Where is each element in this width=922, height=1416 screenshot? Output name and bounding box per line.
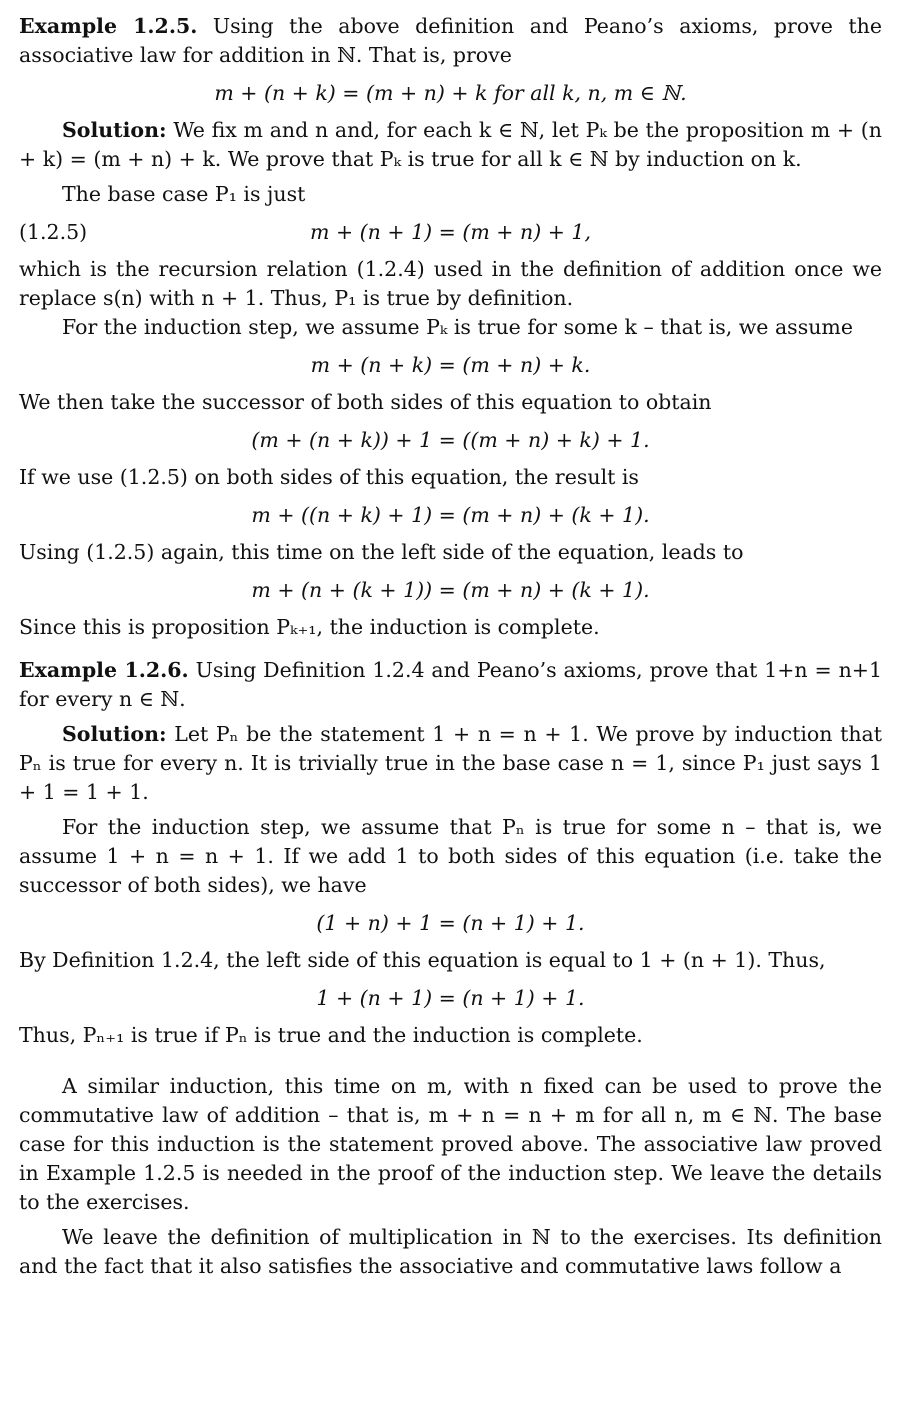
equation-associative: m + (n + k) = (m + n) + k for all k, n, m ∈ ℕ.: [214, 81, 687, 105]
solution-text: We fix m and n and, for each k ∈ ℕ, let Pₖ be the proposition m + (n + k) = (m + n) + k. We prove that Pₖ is true for all k ∈ ℕ by induction on k.: [19, 118, 882, 171]
commutative-paragraph: A similar induction, this time on m, with n fixed can be used to prove the commutative law of addition – that is, m + n = n + m for all n, m ∈ ℕ. The base case for this induction is the statement proved above. The associative law proved in Example 1.2.5 is needed in the proof of the induction step. We leave the details to the exercises.: [19, 1074, 882, 1214]
induction-step-text: For the induction step, we assume that Pₙ is true for some n – that is, we assume 1 + n = n + 1. If we add 1 to both sides of this equation (i.e. take the successor of both sides), we have: [19, 815, 882, 897]
multiplication-paragraph: We leave the definition of multiplication in ℕ to the exercises. Its definition and the fact that it also satisfies the associative and commutative laws follow a: [19, 1225, 882, 1278]
example-1-2-5-statement: [19, 12, 882, 70]
equation-successor: (m + (n + k)) + 1 = ((m + n) + k) + 1.: [251, 428, 650, 452]
solution-paragraph: [19, 720, 882, 807]
equation-add-one: (1 + n) + 1 = (n + 1) + 1.: [316, 911, 585, 935]
induction-step-text: For the induction step, we assume Pₖ is true for some k – that is, we assume: [62, 315, 853, 339]
example-label: Example 1.2.6.: [19, 658, 189, 682]
solution-label: Solution:: [62, 118, 167, 142]
definition-text: By Definition 1.2.4, the left side of this equation is equal to 1 + (n + 1). Thus,: [19, 948, 826, 972]
conclusion-text: Thus, Pₙ₊₁ is true if Pₙ is true and the induction is complete.: [19, 1023, 643, 1047]
solution-label: Solution:: [62, 722, 167, 746]
example-label: Example 1.2.5.: [19, 14, 198, 38]
again-text: Using (1.2.5) again, this time on the left side of the equation, leads to: [19, 540, 744, 564]
successor-text: We then take the successor of both sides of this equation to obtain: [19, 390, 712, 414]
equation-definition: 1 + (n + 1) = (n + 1) + 1.: [316, 986, 585, 1010]
equation-use: m + ((n + k) + 1) = (m + n) + (k + 1).: [251, 503, 650, 527]
equation-body: m + (n + 1) = (m + n) + 1,: [310, 220, 591, 244]
example-text: Using Definition 1.2.4 and Peano’s axioms, prove that 1+n = n+1 for every n ∈ ℕ.: [19, 658, 882, 711]
solution-paragraph: [19, 116, 882, 174]
conclusion-text: Since this is proposition Pₖ₊₁, the induction is complete.: [19, 615, 600, 639]
solution-text: Let Pₙ be the statement 1 + n = n + 1. We prove by induction that Pₙ is true for every n. It is trivially true in the base case n = 1, since P₁ just says 1 + 1 = 1 + 1.: [19, 722, 882, 804]
base-case-text: The base case P₁ is just: [62, 182, 306, 206]
equation-1-2-5: [19, 215, 882, 249]
use-text: If we use (1.2.5) on both sides of this equation, the result is: [19, 465, 639, 489]
equation-number: (1.2.5): [19, 220, 88, 244]
example-1-2-6-statement: [19, 656, 882, 714]
document-page: [19, 12, 882, 1281]
after-base-text: which is the recursion relation (1.2.4) used in the definition of addition once we replace s(n) with n + 1. Thus, P₁ is true by definition.: [19, 257, 882, 310]
equation-again: m + (n + (k + 1)) = (m + n) + (k + 1).: [251, 578, 650, 602]
example-text: Using the above definition and Peano’s axioms, prove the associative law for addition in ℕ. That is, prove: [19, 14, 882, 67]
equation-assume: m + (n + k) = (m + n) + k.: [310, 353, 591, 377]
